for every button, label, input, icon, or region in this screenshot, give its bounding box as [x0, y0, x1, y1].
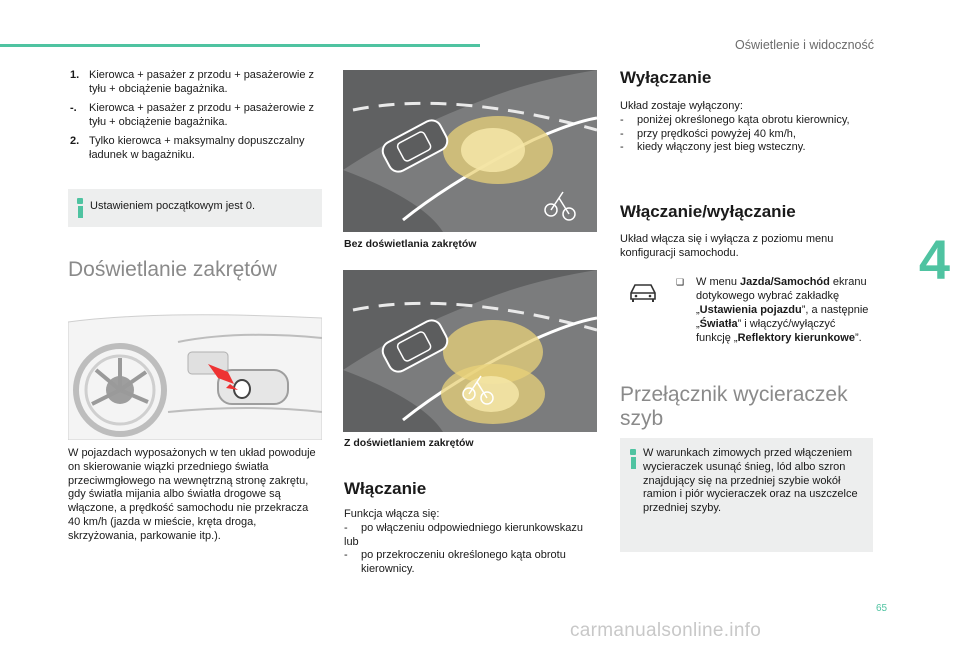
info-note-text: Ustawieniem początkowym jest 0.: [90, 200, 256, 212]
activation-intro: Funkcja włącza się:: [344, 508, 440, 520]
deactivation-intro: Układ zostaje wyłączony:: [620, 100, 743, 112]
list-item-text: przy prędkości powyżej 40 km/h,: [637, 127, 796, 140]
list-item-key: 2.: [70, 135, 80, 147]
activation-deactivation-description: Układ włącza się i wyłącza z poziomu menu konfiguracji samochodu.: [620, 233, 834, 259]
menu-item-lights: Światła: [699, 318, 738, 330]
activation-or: lub: [344, 535, 359, 548]
list-item-text: po włączeniu odpowiedniego kierunkowskazu: [361, 521, 583, 534]
list-item: [70, 101, 325, 129]
menu-instruction: [676, 275, 871, 345]
list-item-text: kiedy włączony jest bieg wsteczny.: [637, 141, 806, 154]
illustration-without-cornering-light: [343, 70, 597, 232]
list-dash: -: [620, 127, 624, 140]
info-note-text: W warunkach zimowych przed włączeniem wycieraczek usunąć śnieg, lód albo szron znajdujący się na przedniej szybie wokół ramion i piór wycieraczek oraz na uszczelce przedniej szyby.: [643, 447, 858, 515]
text-run: W menu: [696, 276, 741, 288]
figure-caption-2: Z doświetlaniem zakrętów: [344, 437, 474, 449]
page-header-title: Oświetlenie i widoczność: [735, 38, 874, 52]
list-item-key: -.: [70, 102, 77, 114]
list-dash: -: [620, 113, 624, 126]
list-item: [70, 134, 325, 162]
heading-activation-deactivation: Włączanie/wyłączanie: [620, 202, 796, 221]
menu-function-cornering-lights: Reflektory kierunkowe: [737, 332, 855, 344]
list-item-key: 1.: [70, 69, 80, 81]
header-accent-line: [0, 44, 480, 47]
load-configuration-list: [70, 68, 325, 167]
figure-caption-1: Bez doświetlania zakrętów: [344, 238, 477, 250]
list-item-text: Kierowca + pasażer z przodu + pasażerowie z tyłu + obciążenie bagażnika.: [89, 69, 315, 95]
section-title-cornering-light: Doświetlanie zakrętów: [68, 258, 277, 281]
info-icon: [77, 198, 84, 218]
list-item: [620, 114, 880, 128]
heading-activation: Włączanie: [344, 479, 427, 498]
list-item-text: Kierowca + pasażer z przodu + pasażerowie z tyłu + obciążenie bagażnika.: [89, 102, 315, 128]
section-title-wiper-switch: Przełącznik wycieraczek szyb: [620, 383, 848, 430]
list-dash: -: [344, 521, 348, 534]
text-run: ”, a następnie „: [696, 304, 869, 330]
list-item-text: poniżej określonego kąta obrotu kierownicy,: [637, 113, 850, 126]
car-icon: [627, 281, 659, 303]
menu-instruction-text: [696, 275, 871, 345]
page-number: 65: [876, 603, 888, 614]
chapter-number: 4: [918, 228, 950, 291]
arrow-bullet-icon: ❑: [676, 277, 685, 287]
list-item-text: Tylko kierowca + maksymalny dopuszczalny ładunek w bagażniku.: [89, 135, 305, 161]
menu-tab-vehicle-settings: Ustawienia pojazdu: [699, 304, 802, 316]
list-dash: -: [620, 141, 624, 154]
text-run: ekranu dotykowego wybrać zakładkę „: [696, 276, 867, 316]
list-item: [344, 522, 598, 536]
list-item: [70, 68, 325, 96]
list-item: [344, 549, 598, 577]
watermark: carmanualsonline.info: [570, 620, 762, 641]
text-run: ”.: [854, 332, 862, 344]
heading-deactivation: Wyłączanie: [620, 68, 712, 87]
activation-description: [344, 508, 598, 577]
info-note-winter: [620, 438, 873, 552]
info-icon: [630, 449, 637, 469]
fog-light-illustration: [68, 312, 322, 440]
deactivation-description: [620, 100, 880, 155]
cornering-light-description: W pojazdach wyposażonych w ten układ powoduje on skierowanie wiązki przedniego światła przeciwmgłowego na wewnętrzną stronę zakrętu, gdy światła mijania albo światła drogowe są włączone, a prędkość samochodu nie przekracza 40 km/h (jazda w mieście, kręta droga, skrzyżowania, parkowanie itp.).: [68, 447, 316, 542]
list-item-text: po przekroczeniu określonego kąta obrotu kierownicy.: [361, 549, 566, 576]
list-dash: -: [344, 549, 348, 562]
text-run: ” i włączyć/wyłączyć funkcję „: [696, 318, 836, 344]
info-note: [68, 189, 322, 227]
illustration-with-cornering-light: [343, 270, 597, 432]
list-item: [620, 128, 880, 142]
menu-path-driving: Jazda/Samochód: [740, 276, 830, 288]
list-item: [620, 141, 880, 155]
